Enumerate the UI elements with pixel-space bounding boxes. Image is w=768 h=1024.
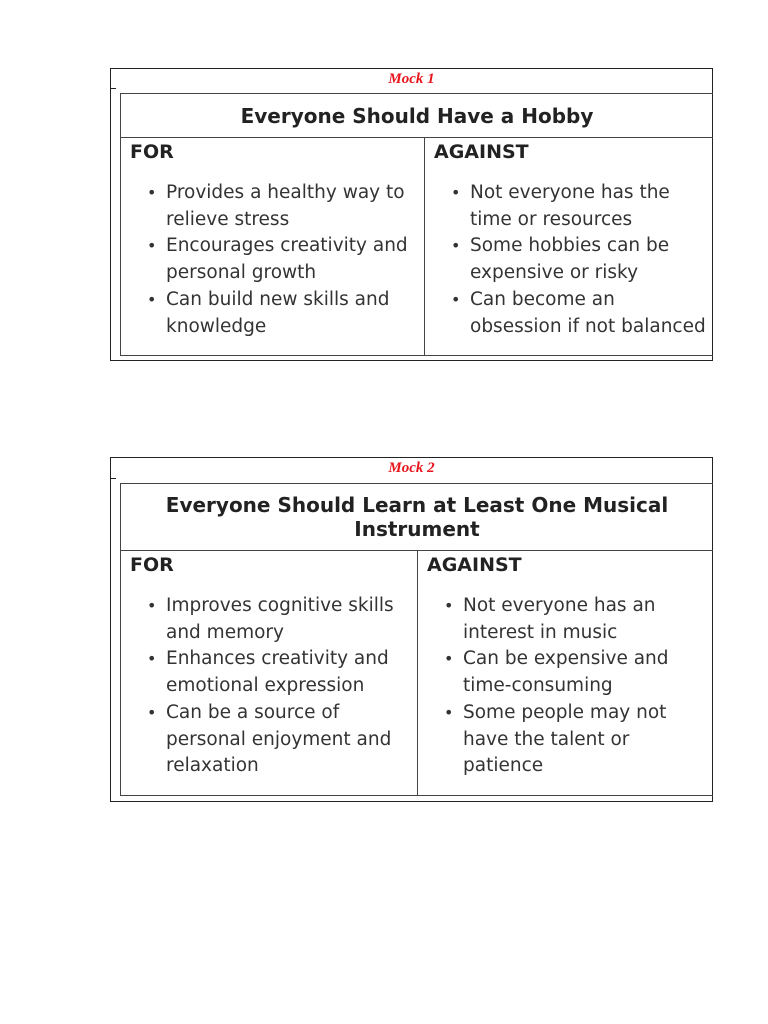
list-item xyxy=(121,287,424,340)
for-heading: FOR xyxy=(130,554,174,576)
list-item-text: Can build new skills and knowledge xyxy=(166,288,390,337)
debate-table xyxy=(120,93,713,356)
bullet-icon: • xyxy=(444,649,454,669)
bullet-icon: • xyxy=(444,596,454,615)
against-list xyxy=(418,593,713,780)
bullet-icon: • xyxy=(147,289,157,309)
list-item xyxy=(121,646,417,699)
bullet-icon: • xyxy=(451,289,461,309)
bullet-icon: • xyxy=(147,649,157,669)
against-column xyxy=(418,551,713,795)
mock-label: Mock 2 xyxy=(388,460,435,476)
list-item-text: Some people may not have the talent or patience xyxy=(463,701,667,777)
table-title-text: Everyone Should Learn at Least One Musical Instrument xyxy=(165,493,669,541)
for-column xyxy=(121,551,418,795)
list-item-text: Some hobbies can be expensive or risky xyxy=(470,235,670,284)
for-list xyxy=(121,593,417,780)
bullet-icon: • xyxy=(147,596,157,615)
bullet-icon: • xyxy=(147,702,157,722)
list-item-text: Not everyone has an interest in music xyxy=(463,595,656,643)
list-item xyxy=(121,593,417,646)
bullet-icon: • xyxy=(451,236,461,256)
list-item-text: Provides a healthy way to relieve stress xyxy=(166,182,405,230)
margin-tick xyxy=(110,478,116,479)
against-heading: AGAINST xyxy=(434,141,529,163)
mock-label: Mock 1 xyxy=(388,71,435,87)
list-item-text: Improves cognitive skills and memory xyxy=(166,595,394,643)
mock-1-box xyxy=(110,68,713,361)
list-item xyxy=(418,646,713,699)
list-item-text: Enhances creativity and emotional expression xyxy=(166,648,389,697)
bullet-icon: • xyxy=(451,183,461,202)
against-column xyxy=(425,138,713,355)
bullet-icon: • xyxy=(444,702,454,722)
against-heading: AGAINST xyxy=(427,554,522,576)
list-item-text: Can become an obsession if not balanced xyxy=(470,288,706,337)
list-item xyxy=(121,233,424,286)
for-column xyxy=(121,138,425,355)
table-title xyxy=(121,484,713,551)
for-heading: FOR xyxy=(130,141,174,163)
list-item xyxy=(425,233,713,286)
list-item xyxy=(425,180,713,233)
debate-table xyxy=(120,483,713,796)
mock-2-box xyxy=(110,457,713,802)
list-item xyxy=(121,700,417,780)
list-item xyxy=(425,287,713,340)
bullet-icon: • xyxy=(147,183,157,202)
bullet-icon: • xyxy=(147,236,157,256)
list-item-text: Not everyone has the time or resources xyxy=(470,182,670,230)
list-item-text: Can be a source of personal enjoyment and relaxation xyxy=(166,701,392,777)
list-item-text: Can be expensive and time-consuming xyxy=(463,648,669,697)
table-title: Everyone Should Have a Hobby xyxy=(121,94,713,138)
list-item xyxy=(418,593,713,646)
against-list xyxy=(425,180,713,340)
list-item xyxy=(418,700,713,780)
list-item-text: Encourages creativity and personal growth xyxy=(166,235,408,284)
margin-tick xyxy=(110,88,116,89)
list-item xyxy=(121,180,424,233)
for-list xyxy=(121,180,424,340)
